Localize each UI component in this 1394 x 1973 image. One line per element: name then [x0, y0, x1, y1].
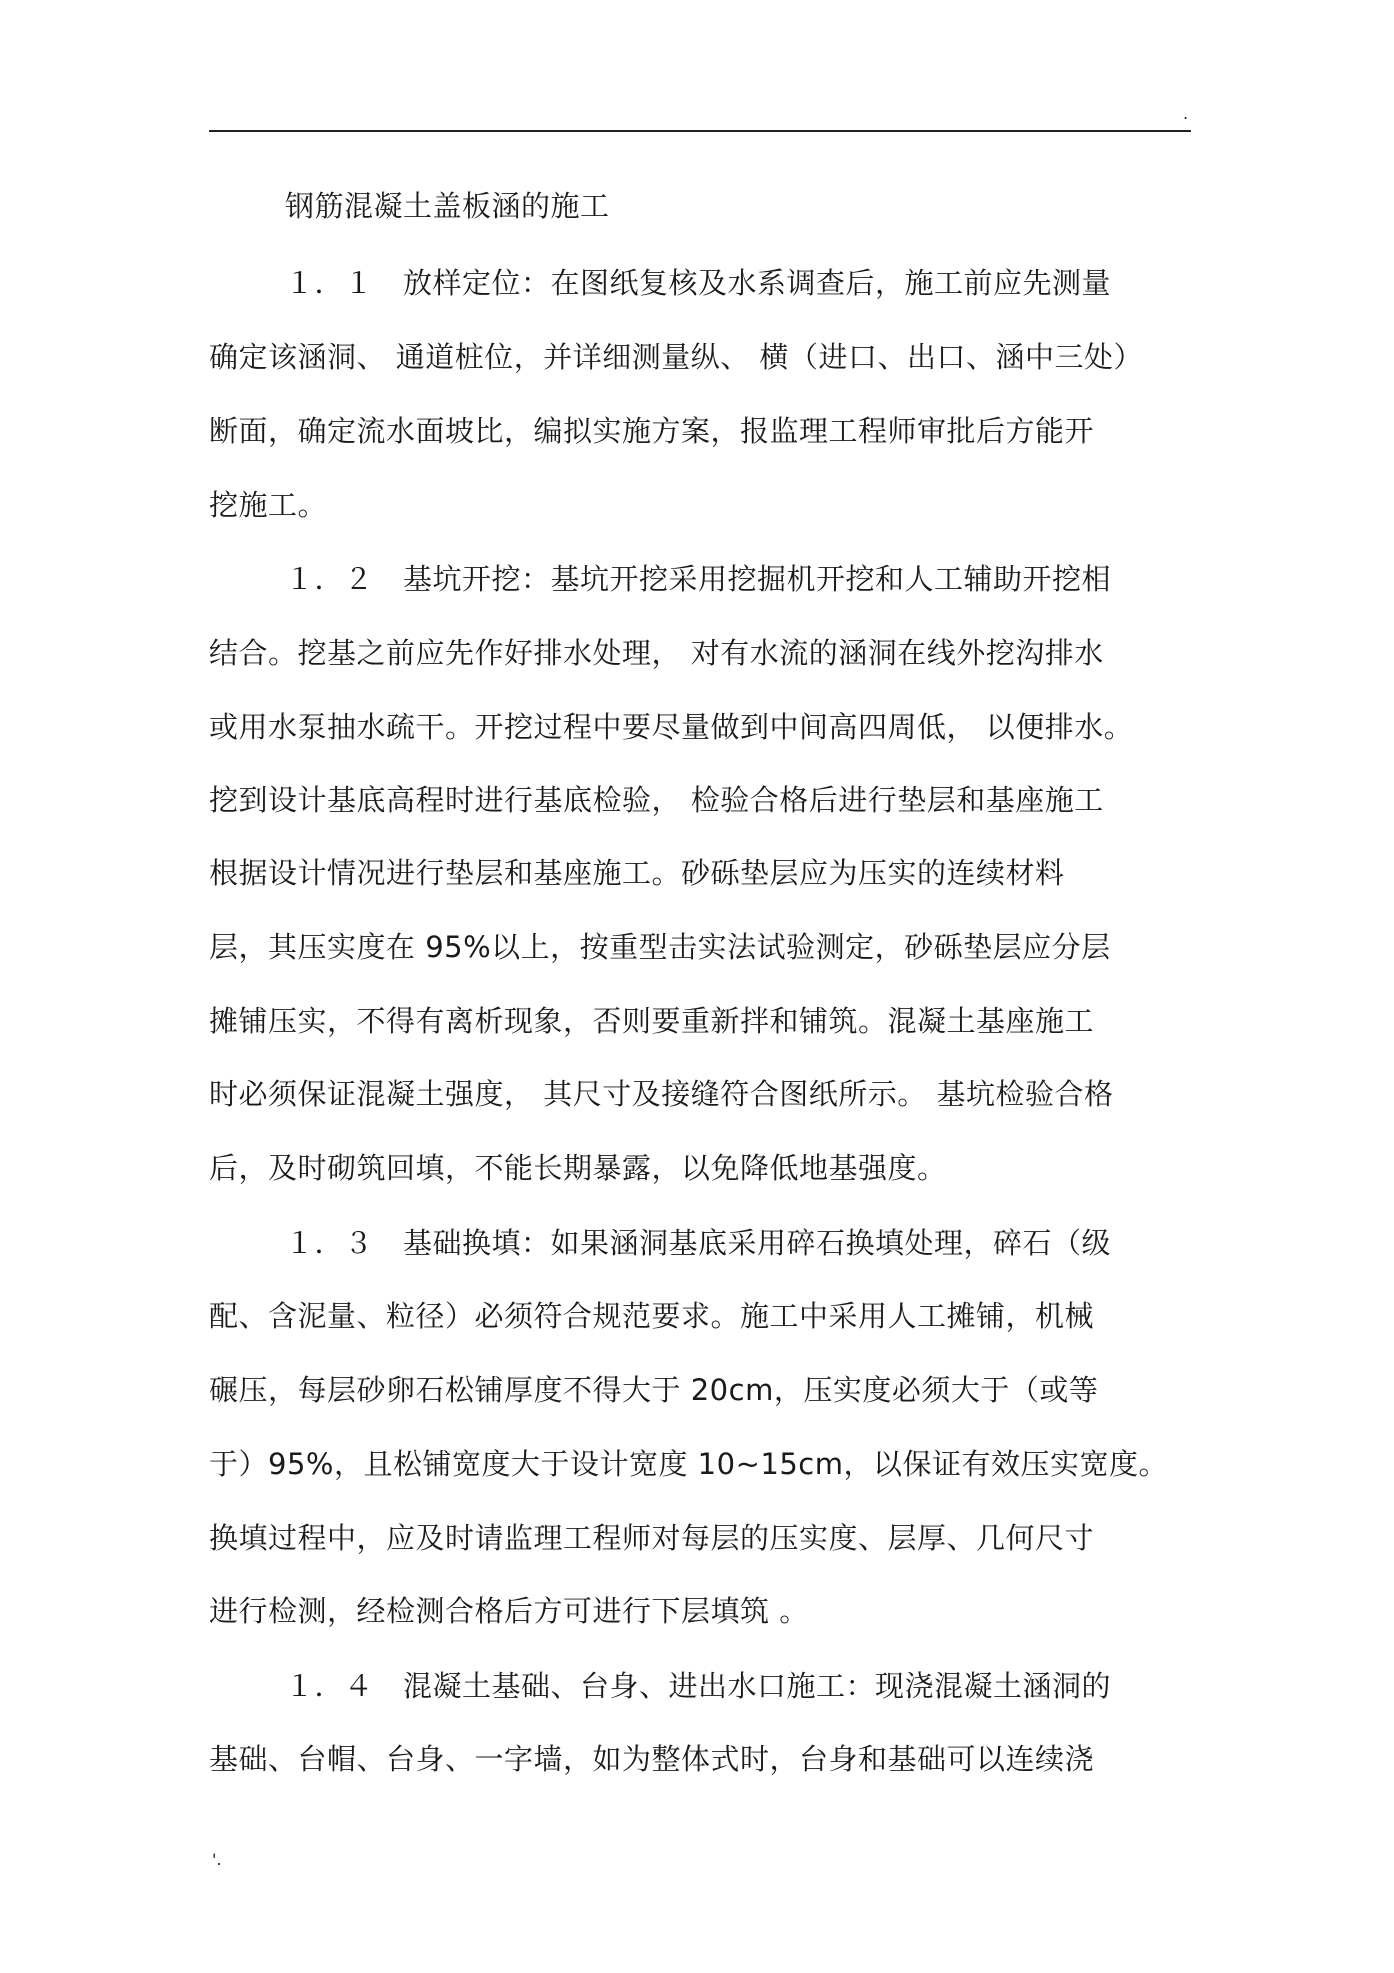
- paragraph-1-1-line-2: 确定该涵洞、 通道桩位，并详细测量纵、 横（进口、出口、涵中三处）: [209, 340, 1143, 374]
- paragraph-1-2-line-4: 挖到设计基底高程时进行基底检验， 检验合格后进行垫层和基座施工: [209, 783, 1104, 817]
- paragraph-1-1-line-3: 断面，确定流水面坡比，编拟实施方案，报监理工程师审批后方能开: [209, 414, 1095, 448]
- paragraph-1-4-line-1: １．４ 混凝土基础、台身、进出水口施工：现浇混凝土涵洞的: [285, 1669, 1112, 1703]
- paragraph-1-2-line-3: 或用水泵抽水疏干。开挖过程中要尽量做到中间高四周低， 以便排水。: [209, 710, 1134, 744]
- paragraph-1-2-line-6: 层，其压实度在 95%以上，按重型击实法试验测定，砂砾垫层应分层: [209, 930, 1111, 964]
- paragraph-1-3-line-6: 进行检测，经检测合格后方可进行下层填筑 。: [209, 1594, 809, 1628]
- footer-mark: '.: [212, 1850, 222, 1869]
- paragraph-1-2-line-7: 摊铺压实，不得有离析现象，否则要重新拌和铺筑。混凝土基座施工: [209, 1004, 1095, 1038]
- paragraph-1-1-line-4: 挖施工。: [209, 488, 328, 522]
- paragraph-1-2-line-9: 后，及时砌筑回填，不能长期暴露，以免降低地基强度。: [209, 1151, 947, 1185]
- header-rule: [209, 130, 1191, 132]
- paragraph-1-3-line-3: 碾压，每层砂卵石松铺厚度不得大于 20cm，压实度必须大于（或等: [209, 1373, 1099, 1407]
- paragraph-1-1-line-1: １．１ 放样定位：在图纸复核及水系调查后，施工前应先测量: [285, 266, 1112, 300]
- paragraph-1-3-line-5: 换填过程中，应及时请监理工程师对每层的压实度、层厚、几何尺寸: [209, 1521, 1095, 1555]
- paragraph-1-4-line-2: 基础、台帽、台身、一字墙，如为整体式时，台身和基础可以连续浇: [209, 1742, 1095, 1776]
- paragraph-1-2-line-8: 时必须保证混凝土强度， 其尺寸及接缝符合图纸所示。 基坑检验合格: [209, 1077, 1114, 1111]
- section-title: 钢筋混凝土盖板涵的施工: [285, 189, 610, 223]
- paragraph-1-3-line-4: 于）95%，且松铺宽度大于设计宽度 10~15cm，以保证有效压实宽度。: [209, 1447, 1168, 1481]
- paragraph-1-3-line-2: 配、含泥量、粒径）必须符合规范要求。施工中采用人工摊铺，机械: [209, 1299, 1095, 1333]
- paragraph-1-2-line-1: １．２ 基坑开挖：基坑开挖采用挖掘机开挖和人工辅助开挖相: [285, 562, 1112, 596]
- paragraph-1-3-line-1: １．３ 基础换填：如果涵洞基底采用碎石换填处理，碎石（级: [285, 1226, 1112, 1260]
- paragraph-1-2-line-5: 根据设计情况进行垫层和基座施工。砂砾垫层应为压实的连续材料: [209, 856, 1065, 890]
- header-mark: .: [1183, 104, 1189, 123]
- paragraph-1-2-line-2: 结合。挖基之前应先作好排水处理， 对有水流的涵洞在线外挖沟排水: [209, 636, 1104, 670]
